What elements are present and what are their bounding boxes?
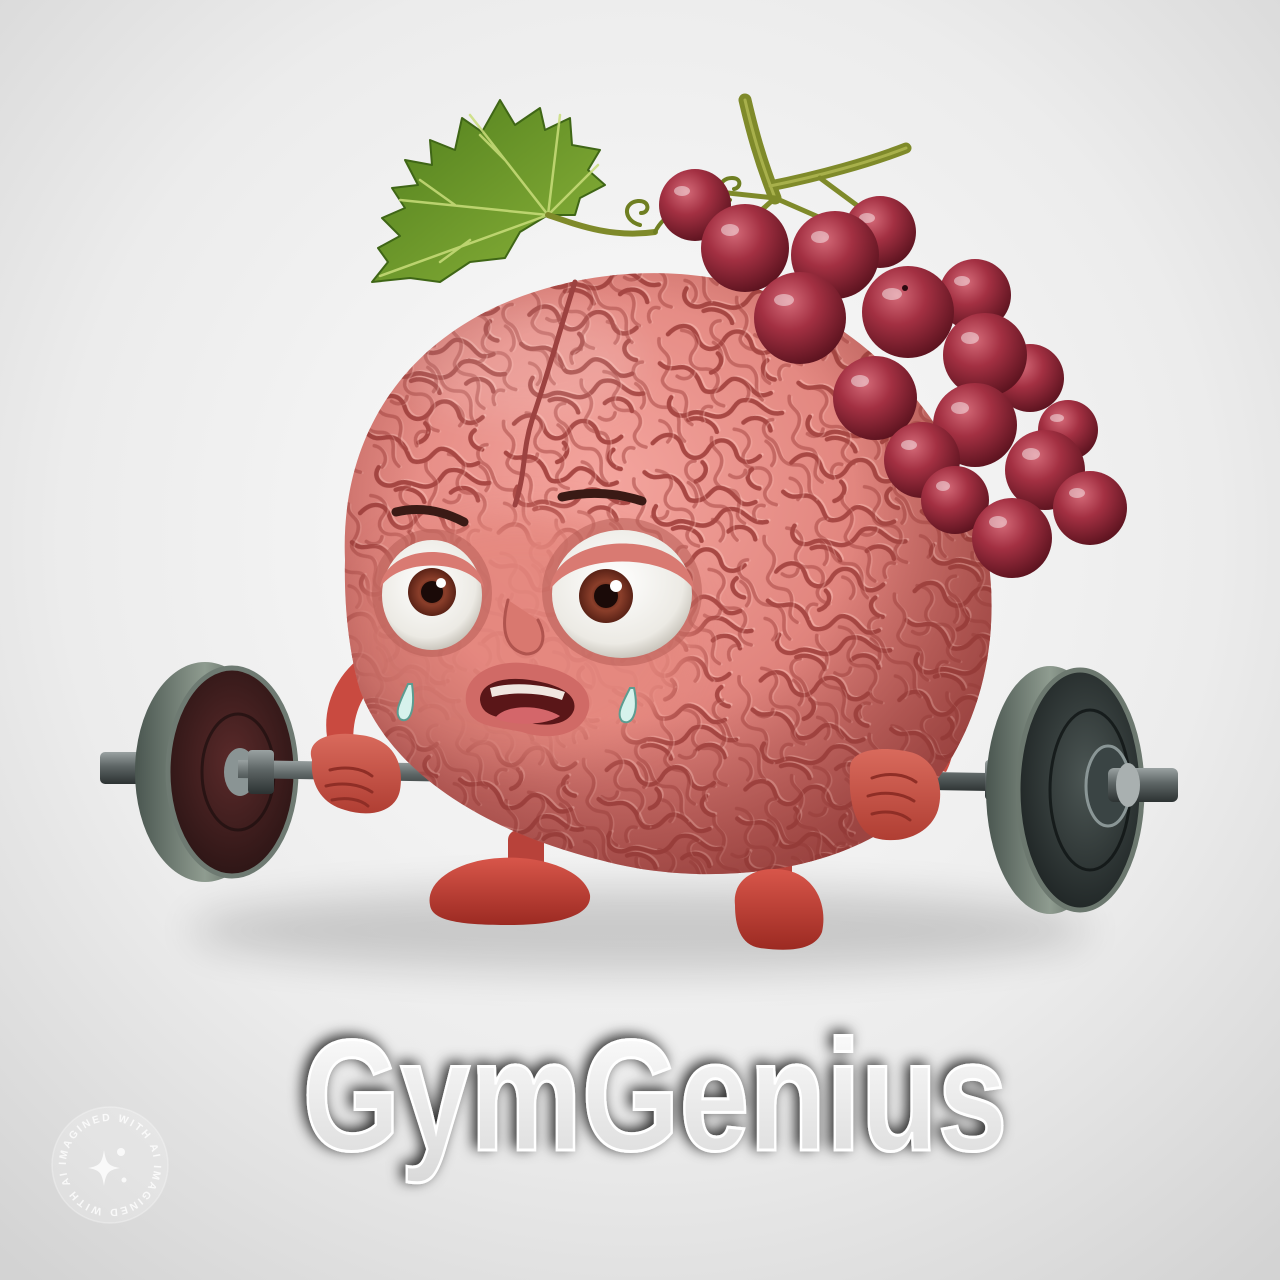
watermark-badge xyxy=(52,1107,168,1223)
grape xyxy=(701,204,789,292)
watermark-text: IMAGINED WITH AI IMAGINED WITH AI xyxy=(56,1111,164,1219)
grape xyxy=(972,498,1052,578)
barbell-left-collar xyxy=(248,750,274,794)
left-eye xyxy=(372,529,492,657)
right-eye xyxy=(542,518,702,666)
grape xyxy=(1053,471,1127,545)
grape xyxy=(862,266,954,358)
right-hand xyxy=(850,749,941,840)
title-text: GymGenius xyxy=(302,1008,1008,1184)
floor-shadow xyxy=(190,888,1090,972)
grape xyxy=(754,272,846,364)
